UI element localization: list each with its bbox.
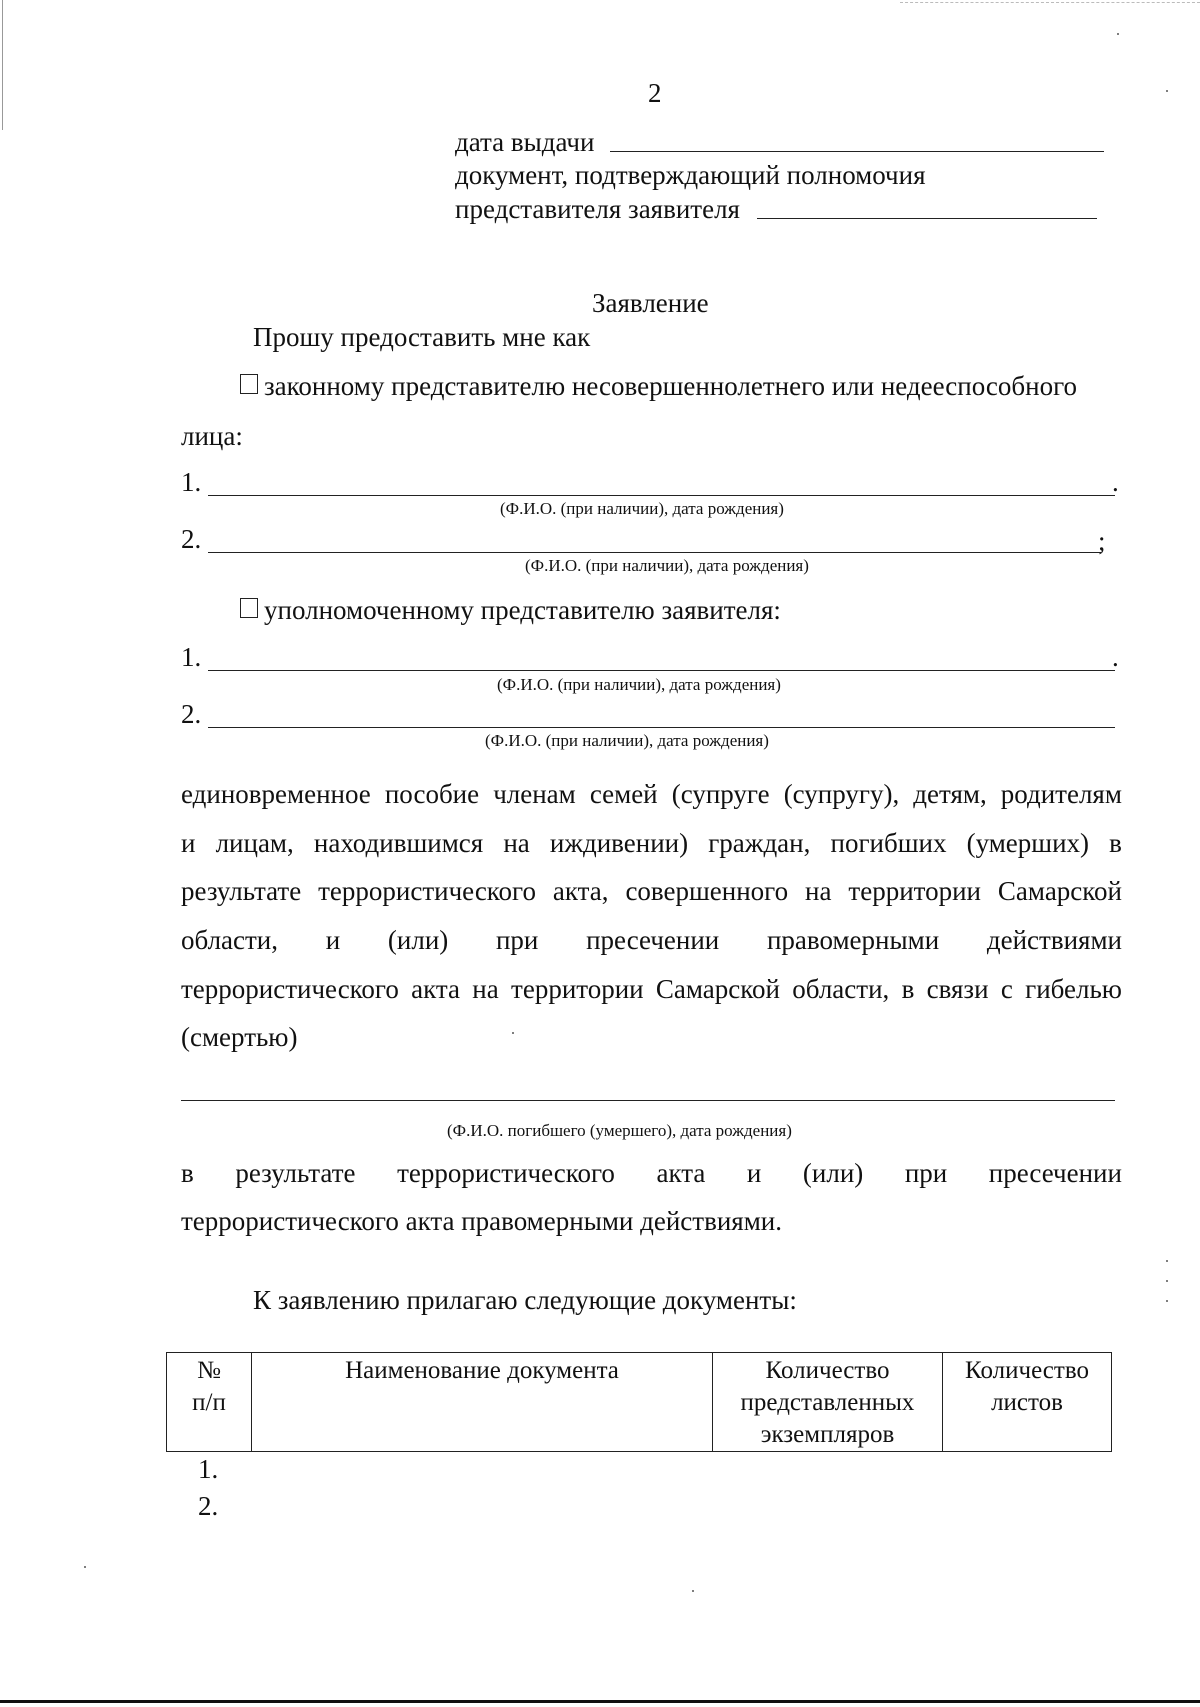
request-intro: Прошу предоставить мне как: [253, 322, 591, 352]
body-word: членам: [493, 779, 576, 809]
body-word: семей: [589, 779, 658, 809]
attachments-intro: К заявлению прилагаю следующие документы:: [253, 1285, 797, 1315]
body-word: результате: [235, 1158, 356, 1188]
legal-rep-item-2-field[interactable]: [208, 552, 1101, 553]
scan-edge-left: [2, 0, 3, 130]
legal-rep-checkbox[interactable]: [240, 374, 258, 394]
body-line-7: [181, 1160, 1122, 1187]
body-line-2: [181, 830, 1122, 857]
body-line-6: (смертью): [181, 1022, 298, 1052]
attachments-table: [166, 1352, 1112, 1452]
body-word: при: [904, 1158, 948, 1188]
body-word: с: [1000, 974, 1013, 1004]
col-header-number: № п/п: [167, 1353, 252, 1452]
scan-speck: [512, 1032, 514, 1034]
body-word: связи: [926, 974, 989, 1004]
body-word: и: [325, 925, 341, 955]
issue-date-label: дата выдачи: [455, 127, 595, 157]
table-row-2-num: 2.: [198, 1491, 219, 1521]
auth-rep-item-1-end: .: [1112, 642, 1119, 672]
scan-speck: [1117, 33, 1119, 35]
document-title: Заявление: [592, 288, 709, 318]
body-word: (супругу),: [783, 779, 900, 809]
body-word: на: [503, 828, 530, 858]
body-word: результате: [181, 876, 302, 906]
scan-edge-bottom: [0, 1700, 1200, 1703]
body-word: (умерших): [966, 828, 1090, 858]
body-word: и: [746, 1158, 762, 1188]
auth-rep-item-1-caption: (Ф.И.О. (при наличии), дата рождения): [497, 675, 781, 694]
body-word: Самарской: [655, 974, 780, 1004]
auth-rep-item-2-field[interactable]: [208, 727, 1115, 728]
body-word: правомерными: [766, 925, 940, 955]
body-word: в: [901, 974, 915, 1004]
legal-rep-item-1-num: 1.: [181, 467, 202, 497]
legal-rep-item-1-field[interactable]: [208, 495, 1115, 496]
authority-doc-label: документ, подтверждающий полномочия: [455, 160, 926, 190]
body-line-3: [181, 878, 1122, 905]
auth-rep-item-2-num: 2.: [181, 699, 202, 729]
body-word: в: [1109, 828, 1122, 858]
body-word: иждивении): [549, 828, 689, 858]
body-word: в: [181, 1158, 194, 1188]
scan-speck: [692, 1590, 694, 1592]
body-word: террористического: [318, 876, 536, 906]
body-word: террористического: [397, 1158, 615, 1188]
body-word: пособие: [384, 779, 480, 809]
auth-rep-item-1-field[interactable]: [208, 670, 1115, 671]
legal-rep-item-1-end: .: [1112, 467, 1119, 497]
body-word: совершенного: [625, 876, 789, 906]
body-word: лицам,: [215, 828, 294, 858]
scan-edge-top: [900, 2, 1200, 3]
body-word: акта: [411, 974, 460, 1004]
auth-rep-item-1-num: 1.: [181, 642, 202, 672]
body-word: акта,: [552, 876, 609, 906]
body-word: (супруге: [671, 779, 770, 809]
legal-rep-label-cont: лица:: [181, 421, 243, 451]
scan-speck: [84, 1566, 86, 1568]
scan-speck: [1166, 1300, 1168, 1302]
legal-rep-item-2-num: 2.: [181, 524, 202, 554]
scan-speck: [1166, 90, 1168, 92]
legal-rep-item-2-caption: (Ф.И.О. (при наличии), дата рождения): [525, 556, 809, 575]
body-word: области,: [792, 974, 890, 1004]
body-word: пресечении: [988, 1158, 1122, 1188]
auth-rep-label: уполномоченному представителю заявителя:: [264, 595, 781, 625]
body-line-4: [181, 927, 1122, 954]
body-word: террористического: [181, 974, 399, 1004]
body-word: акта: [656, 1158, 706, 1188]
body-word: граждан,: [708, 828, 811, 858]
body-word: единовременное: [181, 779, 371, 809]
legal-rep-item-2-end: ;: [1098, 526, 1106, 556]
body-word: действиями: [986, 925, 1122, 955]
body-line-8: террористического акта правомерными действиями.: [181, 1206, 782, 1236]
body-word: гибелью: [1025, 974, 1122, 1004]
body-word: находившимся: [313, 828, 484, 858]
body-word: территории: [511, 974, 644, 1004]
body-word: территории: [848, 876, 981, 906]
issue-date-field[interactable]: [610, 151, 1104, 152]
legal-rep-label: законному представителю несовершеннолетнего или недееспособного: [264, 371, 1077, 401]
col-header-sheets: Количество листов: [943, 1353, 1112, 1452]
table-row-1-num: 1.: [198, 1454, 219, 1484]
body-word: и: [181, 828, 196, 858]
scan-speck: [1166, 1260, 1168, 1262]
body-word: (или): [387, 925, 449, 955]
auth-rep-item-2-caption: (Ф.И.О. (при наличии), дата рождения): [485, 731, 769, 750]
legal-rep-item-1-caption: (Ф.И.О. (при наличии), дата рождения): [500, 499, 784, 518]
deceased-caption: (Ф.И.О. погибшего (умершего), дата рождения): [447, 1121, 792, 1140]
representative-label: представителя заявителя: [455, 194, 740, 224]
body-word: детям,: [913, 779, 987, 809]
body-line-1: [181, 781, 1122, 808]
scan-speck: [1166, 1280, 1168, 1282]
col-header-copies: Количество представленных экземпляров: [713, 1353, 943, 1452]
body-word: (или): [802, 1158, 864, 1188]
body-line-5: [181, 976, 1122, 1003]
table-header-row: [167, 1353, 1112, 1452]
body-word: области,: [181, 925, 279, 955]
body-word: на: [472, 974, 499, 1004]
page-number: 2: [648, 78, 662, 108]
body-word: Самарской: [997, 876, 1122, 906]
authority-doc-field[interactable]: [757, 218, 1097, 219]
body-word: пресечении: [586, 925, 720, 955]
body-word: погибших: [830, 828, 947, 858]
auth-rep-checkbox[interactable]: [240, 598, 258, 618]
body-word: при: [495, 925, 539, 955]
body-word: родителям: [1000, 779, 1122, 809]
deceased-field[interactable]: [181, 1100, 1115, 1101]
col-header-doc-name: Наименование документа: [252, 1353, 713, 1452]
body-word: на: [805, 876, 832, 906]
